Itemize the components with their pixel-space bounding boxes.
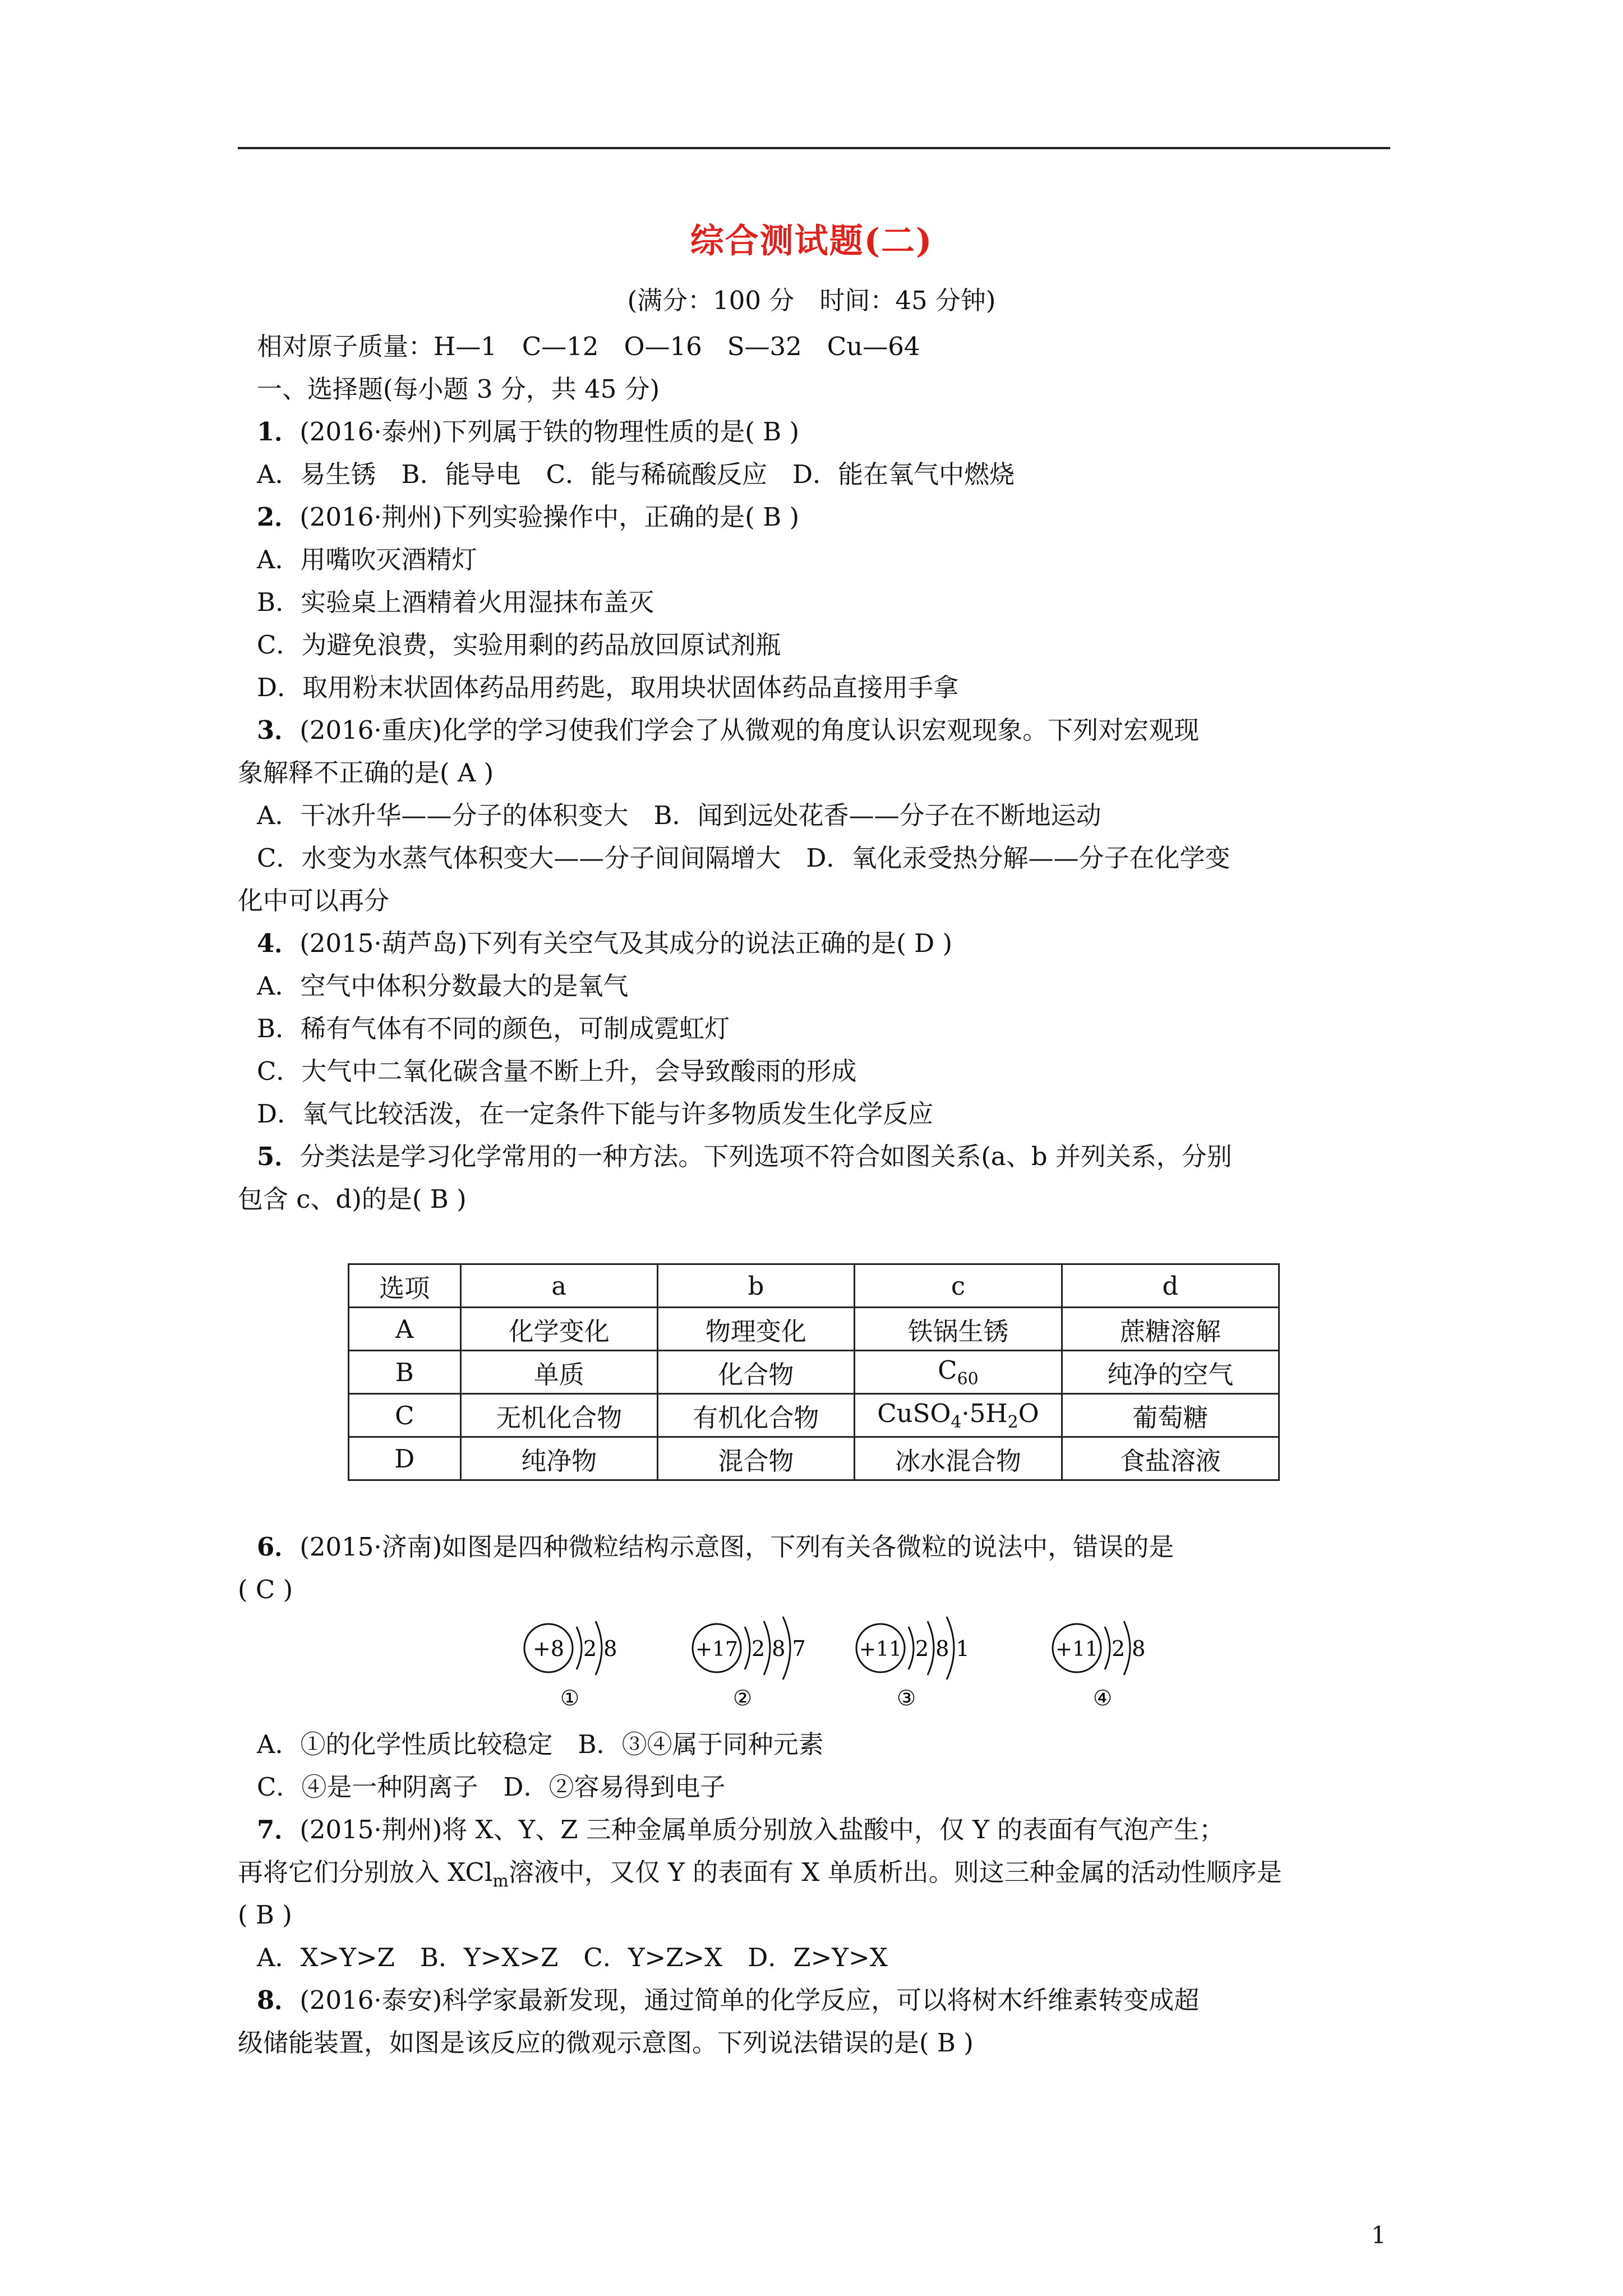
atom-diagram-3 — [856, 1617, 970, 1710]
table-row — [349, 1308, 1279, 1351]
table-cell: C — [349, 1394, 461, 1437]
stem-text: 溶液中，又仅 Y 的表面有 X 单质析出。则这三种金属的活动性顺序是 — [508, 1857, 1282, 1887]
formula-subscript: m — [492, 1871, 509, 1891]
subtitle: (满分：100 分 时间：45 分钟) — [627, 286, 996, 315]
question-7 — [257, 1814, 1224, 1846]
formula-subscript: 2 — [1007, 1412, 1018, 1432]
table-cell: 混合物 — [657, 1437, 854, 1480]
table-cell: 蔗糖溶解 — [1062, 1308, 1279, 1351]
question-7-options: A．X>Y>Z B．Y>X>Z C．Y>Z>X D．Z>Y>X — [257, 1943, 888, 1972]
page-title: 综合测试题(二) — [690, 222, 933, 261]
question-3-stem-cont: 象解释不正确的是( A ) — [238, 758, 494, 788]
table-cell: 物理变化 — [657, 1308, 854, 1351]
electron-shell-arc — [745, 1627, 750, 1669]
table-cell-formula — [855, 1394, 1062, 1437]
atom-diagram-1 — [524, 1621, 617, 1710]
stem-text: 再将它们分别放入 XCl — [238, 1857, 493, 1887]
atom-label: ① — [560, 1686, 580, 1710]
formula-subscript: 4 — [951, 1412, 962, 1432]
table-cell: A — [349, 1308, 461, 1351]
atom-label: ③ — [896, 1686, 916, 1710]
question-stem: (2016·重庆)化学的学习使我们学会了从微观的角度认识宏观现象。下列对宏观现 — [299, 715, 1200, 745]
question-number: 7． — [257, 1815, 300, 1844]
question-stem: (2015·荆州)将 X、Y、Z 三种金属单质分别放入盐酸中，仅 Y 的表面有气泡产生； — [299, 1815, 1225, 1844]
question-number: 3． — [257, 715, 300, 745]
question-stem: (2016·泰州)下列属于铁的物理性质的是( B ) — [299, 417, 800, 447]
options-ab: A．①的化学性质比较稳定 B．③④属于同种元素 — [257, 1729, 824, 1759]
atom-structure-diagram — [516, 1614, 1178, 1713]
question-8-stem-cont: 级储能装置，如图是该反应的微观示意图。下列说法错误的是( B ) — [238, 2028, 974, 2058]
electron-shell-arc — [577, 1627, 582, 1669]
options-cd: C．水变为水蒸气体积变大——分子间间隔增大 D．氧化汞受热分解——分子在化学变 — [257, 843, 1230, 873]
question-2 — [257, 501, 799, 533]
question-number: 8． — [257, 1985, 300, 2015]
formula-text: ·5H — [961, 1398, 1008, 1428]
options-cd-cont: 化中可以再分 — [238, 886, 390, 915]
question-number: 5． — [257, 1142, 300, 1171]
question-1-options: A．易生锈 B．能导电 C．能与稀硫酸反应 D．能在氧气中燃烧 — [257, 459, 1015, 489]
question-5 — [257, 1141, 1232, 1172]
shell-electrons: 2 8 — [583, 1636, 617, 1661]
classification-table — [348, 1263, 1280, 1481]
atomic-mass: 相对原子质量：H—1 C—12 O—16 S—32 Cu—64 — [257, 332, 920, 361]
table-cell: 有机化合物 — [657, 1394, 854, 1437]
table-cell: 无机化合物 — [460, 1394, 657, 1437]
nucleus-charge: +8 — [532, 1636, 565, 1661]
section-heading: 一、选择题(每小题 3 分，共 45 分) — [257, 374, 660, 404]
electron-shell-arc — [1105, 1627, 1110, 1669]
table-cell: 冰水混合物 — [855, 1437, 1062, 1480]
question-7-stem-cont — [238, 1857, 1282, 1897]
question-number: 1． — [257, 417, 300, 447]
formula-text: O — [1018, 1398, 1039, 1428]
option-a: A．空气中体积分数最大的是氧气 — [257, 971, 629, 1001]
question-stem: (2016·泰安)科学家最新发现，通过简单的化学反应，可以将树木纤维素转变成超 — [299, 1985, 1200, 2015]
shell-electrons: 2 8 — [1112, 1636, 1146, 1661]
question-stem: 分类法是学习化学常用的一种方法。下列选项不符合如图关系(a、b 并列关系，分别 — [299, 1142, 1232, 1171]
table-cell-formula — [855, 1351, 1062, 1394]
table-cell: 食盐溶液 — [1062, 1437, 1279, 1480]
table-cell: 纯净物 — [460, 1437, 657, 1480]
table-cell: 纯净的空气 — [1062, 1351, 1279, 1394]
options-cd: C．④是一种阴离子 D．②容易得到电子 — [257, 1772, 726, 1802]
option-b: B．实验桌上酒精着火用湿抹布盖灭 — [257, 587, 654, 617]
table-cell: D — [349, 1437, 461, 1480]
page-number: 1 — [1371, 2221, 1386, 2249]
question-6 — [257, 1531, 1174, 1563]
option-d: D．取用粉末状固体药品用药匙，取用块状固体药品直接用手拿 — [257, 673, 959, 702]
shell-electrons: 2 8 1 — [915, 1636, 970, 1661]
atom-diagram-4 — [1053, 1621, 1145, 1710]
question-3 — [257, 715, 1199, 746]
question-7-answer: ( B ) — [238, 1900, 292, 1930]
formula-subscript: 60 — [957, 1369, 979, 1389]
atom-label: ② — [732, 1686, 753, 1710]
formula-text: CuSO — [877, 1398, 951, 1428]
nucleus-charge: +11 — [1055, 1638, 1098, 1661]
header-rule — [238, 147, 1390, 149]
option-a: A．用嘴吹灭酒精灯 — [257, 545, 477, 574]
shell-electrons: 2 8 7 — [751, 1636, 806, 1661]
header-cell: c — [855, 1264, 1062, 1308]
option-d: D．氧气比较活泼，在一定条件下能与许多物质发生化学反应 — [257, 1099, 934, 1129]
question-number: 6． — [257, 1532, 300, 1562]
nucleus-charge: +17 — [695, 1638, 738, 1661]
atom-diagram-2 — [693, 1617, 806, 1710]
header-cell: d — [1062, 1264, 1279, 1308]
electron-shell-arc — [909, 1627, 914, 1669]
question-1 — [257, 416, 799, 448]
nucleus-charge: +11 — [859, 1638, 902, 1661]
header-cell: b — [657, 1264, 854, 1308]
table-cell: 单质 — [460, 1351, 657, 1394]
table-cell: 葡萄糖 — [1062, 1394, 1279, 1437]
question-stem: (2015·济南)如图是四种微粒结构示意图，下列有关各微粒的说法中，错误的是 — [299, 1532, 1174, 1562]
table-cell: 铁锅生锈 — [855, 1308, 1062, 1351]
option-c: C．大气中二氧化碳含量不断上升，会导致酸雨的形成 — [257, 1056, 857, 1086]
table-cell: 化学变化 — [460, 1308, 657, 1351]
options-ab: A．干冰升华——分子的体积变大 B．闻到远处花香——分子在不断地运动 — [257, 800, 1101, 830]
table-row — [349, 1437, 1279, 1480]
question-number: 2． — [257, 502, 300, 532]
table-row — [349, 1394, 1279, 1437]
header-cell: 选项 — [349, 1264, 461, 1308]
table-row — [349, 1351, 1279, 1394]
question-stem: (2015·葫芦岛)下列有关空气及其成分的说法正确的是( D ) — [299, 928, 953, 958]
question-stem: (2016·荆州)下列实验操作中，正确的是( B ) — [299, 502, 800, 532]
question-5-stem-cont: 包含 c、d)的是( B ) — [238, 1184, 467, 1214]
question-6-stem-cont: ( C ) — [238, 1575, 293, 1604]
question-4 — [257, 928, 952, 959]
header-cell: a — [460, 1264, 657, 1308]
option-b: B．稀有气体有不同的颜色，可制成霓虹灯 — [257, 1014, 730, 1043]
table-cell: B — [349, 1351, 461, 1394]
question-number: 4． — [257, 928, 300, 958]
atom-label: ④ — [1092, 1686, 1113, 1710]
question-8 — [257, 1985, 1199, 2016]
formula-text: C — [938, 1355, 957, 1385]
table-header-row — [349, 1264, 1279, 1308]
table-cell: 化合物 — [657, 1351, 854, 1394]
option-c: C．为避免浪费，实验用剩的药品放回原试剂瓶 — [257, 630, 781, 660]
